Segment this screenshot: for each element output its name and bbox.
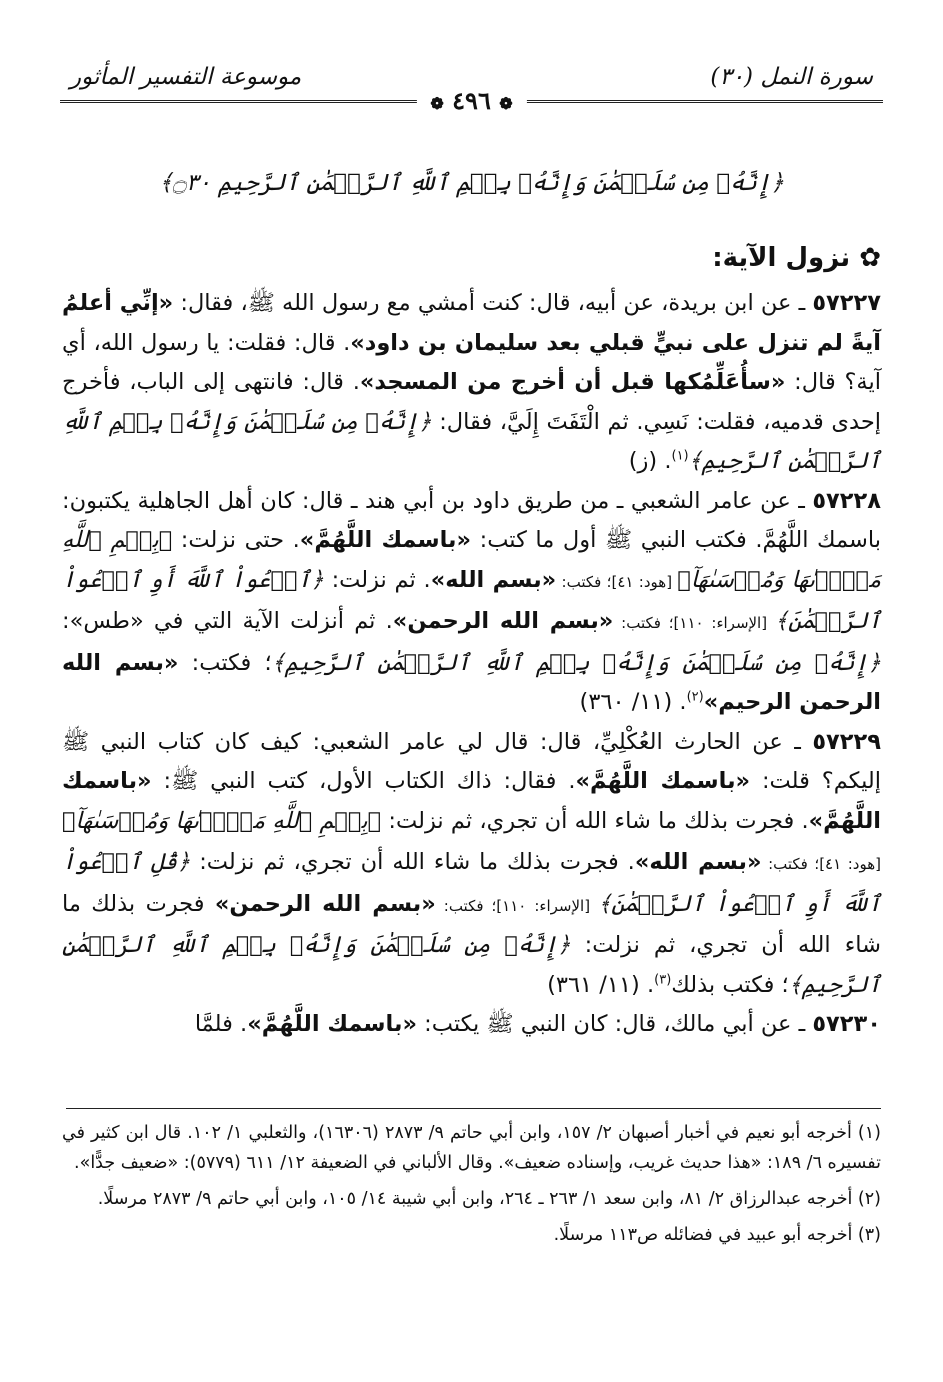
page-number-box [416,86,526,115]
section-heading: ✿ نزول الآية: [712,243,881,273]
footnote-ref: (٣) [654,972,672,987]
footnote: (٢) أخرجه عبدالرزاق ٢/ ٨١، وابن سعد ١/ ٢٦٣ ـ ٢٦٤، وابن أبي شيبة ١٤/ ١٠٥، وابن أبي حاتم ٩/ ٢٨٧٣ مرسلًا. [97,1189,881,1209]
ornament-icon: ❁ [499,94,513,113]
narration-entry: ٥٧٢٢٩ ـ عن الحارث العُكْلِيِّ، قال: قال لي عامر الشعبي: كيف كان كتاب النبي ﷺ إليكم؟ قلت: «باسمك اللَّهُمَّ». فقال: ذاك الكتاب الأول، كتب النبي ﷺ: «باسمك اللَّهُمَّ». فجرت بذلك ما شاء الله أن تجري، ثم نزلت: ﴿بِسۡمِ ٱللَّهِ مَجۡرٜىٰهَا وَمُرۡسَىٰهَآ﴾ [هود: ٤١]؛ فكتب: «بسم الله». فجرت بذلك ما شاء الله أن تجري، ثم نزلت: ﴿قُلِ ٱدۡعُواْ ٱللَّهَ أَوِ ٱدۡعُواْ ٱلرَّحۡمَٰنَ﴾ [الإسراء: ١١٠]؛ فكتب: «بسم الله الرحمن» فجرت بذلك ما شاء الله أن تجري، ثم نزلت: ﴿إِنَّهُۥ مِن سُلَيۡمَٰنَ وَإِنَّهُۥ بِسۡمِ ٱللَّهِ ٱلرَّحۡمَٰنِ ٱلرَّحِيمِ﴾؛ فكتب بذلك$^{(٣)}$. (١١/ ٣٦١) [62,728,882,998]
quran-quote: ﴿إِنَّهُۥ مِن سُلَيۡمَٰنَ وَإِنَّهُۥ بِسۡمِ ٱللَّهِ ٱلرَّحۡمَٰنِ ٱلرَّحِيمِ﴾ [271,649,881,676]
quran-quote: ﴿إِنَّهُۥ مِن سُلَيۡمَٰنَ وَإِنَّهُۥ بِسۡمِ ٱللَّهِ ٱلرَّحۡمَٰنِ ٱلرَّحِيمِ﴾ [62,408,881,474]
footnotes [62,1118,881,1256]
narration-entry: ٥٧٢٢٧ ـ عن ابن بريدة، عن أبيه، قال: كنت أمشي مع رسول الله ﷺ، فقال: «إنِّي أعلمُ آيةً لم تنزل على نبيٍّ قبلي بعد سليمان بن داود». قال: فقلت: يا رسول الله، أي آية؟ قال: «سأُعَلِّمُكها قبل أن أخرج من المسجد». قال: فانتهى إلى الباب، فأخرج إحدى قدميه، فقلت: نَسِي. ثم الْتَفَتَ إِلَيَّ، فقال: ﴿إِنَّهُۥ مِن سُلَيۡمَٰنَ وَإِنَّهُۥ بِسۡمِ ٱللَّهِ ٱلرَّحۡمَٰنِ ٱلرَّحِيمِ﴾$^{(١)}$. (ز) [62,290,881,474]
book-running-title: موسوعة التفسير المأثور [70,64,302,90]
main-text [62,284,881,1045]
footnote: (٣) أخرجه أبو عبيد في فضائله ص١١٣ مرسلًا. [553,1225,881,1245]
quran-quote: ﴿قُلِ ٱدۡعُواْ ٱللَّهَ أَوِ ٱدۡعُواْ ٱلرَّحۡمَٰنَ﴾ [62,849,882,917]
verse-reference: [الإسراء: ١١٠]؛ فكتب: [613,614,775,632]
footnote-ref: (١) [671,448,689,464]
page-header [60,60,883,122]
surah-running-title: سورة النمل (٣٠) [710,64,873,90]
footnote: (١) أخرجه أبو نعيم في أخبار أصبهان ٢/ ١٥٧، وابن أبي حاتم ٩/ ٢٨٧٣ (١٦٣٠٦)، والثعلبي ١/ ١٠٢. قال ابن كثير في تفسيره ٦/ ١٨٩: «هذا حديث غريب، وإسناده ضعيف». وقال الألباني في الضعيفة ١٢/ ٦١١ (٥٧٧٩): «ضعيف جدًّا». [62,1123,881,1173]
entry-number: ٥٧٢٢٧ [812,290,881,316]
flower-ornament-icon: ✿ [859,243,881,273]
entry-number: ٥٧٢٢٩ [812,728,881,755]
quran-verse: ﴿إِنَّهُۥ مِن سُلَيۡمَٰنَ وَإِنَّهُۥ بِسۡمِ ٱللَّهِ ٱلرَّحۡمَٰنِ ٱلرَّحِيمِ ۝٣٠﴾ [159,170,784,196]
verse-reference: [هود: ٤١]؛ فكتب: [761,855,881,873]
verse-reference: [الإسراء: ١١٠]؛ فكتب: [435,896,599,915]
quran-quote: ﴿بِسۡمِ ٱللَّهِ مَجۡرٜىٰهَا وَمُرۡسَىٰهَآ﴾ [62,807,382,834]
verse-reference: [هود: ٤١]؛ فكتب: [556,572,678,591]
quran-quote: ﴿إِنَّهُۥ مِن سُلَيۡمَٰنَ وَإِنَّهُۥ بِسۡمِ ٱللَّهِ ٱلرَّحۡمَٰنِ ٱلرَّحِيمِ﴾ [62,932,881,998]
quran-quote: ﴿بِسۡمِ ٱللَّهِ مَجۡرٜىٰهَا وَمُرۡسَىٰهَآ﴾ [62,527,882,593]
footnote-ref: (٢) [686,689,704,705]
page-number: ٤٩٦ [452,86,491,115]
narration-entry: ٥٧٢٣٠ ـ عن أبي مالك، قال: كان النبي ﷺ يكتب: «باسمك اللَّهُمَّ». فلمَّا [194,1011,881,1037]
quran-quote: ﴿ٱدۡعُواْ ٱللَّهَ أَوِ ٱدۡعُواْ ٱلرَّحۡمَٰنَ﴾ [62,566,882,634]
narration-entry: ٥٧٢٢٨ ـ عن عامر الشعبي ـ من طريق داود بن أبي هند ـ قال: كان أهل الجاهلية يكتبون: باسمك اللَّهُمَّ. فكتب النبي ﷺ أول ما كتب: «باسمك اللَّهُمَّ». حتى نزلت: ﴿بِسۡمِ ٱللَّهِ مَجۡرٜىٰهَا وَمُرۡسَىٰهَآ﴾ [هود: ٤١]؛ فكتب: «بسم الله». ثم نزلت: ﴿ٱدۡعُواْ ٱللَّهَ أَوِ ٱدۡعُواْ ٱلرَّحۡمَٰنَ﴾ [الإسراء: ١١٠]؛ فكتب: «بسم الله الرحمن». ثم أنزلت الآية التي في «طس»: ﴿إِنَّهُۥ مِن سُلَيۡمَٰنَ وَإِنَّهُۥ بِسۡمِ ٱللَّهِ ٱلرَّحۡمَٰنِ ٱلرَّحِيمِ﴾؛ فكتب: «بسم الله الرحمن الرحيم»$^{(٢)}$. (١١/ ٣٦٠) [62,487,882,715]
entry-number: ٥٧٢٣٠ [812,1011,881,1037]
ornament-icon: ❁ [430,94,444,113]
entry-number: ٥٧٢٢٨ [812,487,881,514]
footnote-divider [66,1108,881,1109]
